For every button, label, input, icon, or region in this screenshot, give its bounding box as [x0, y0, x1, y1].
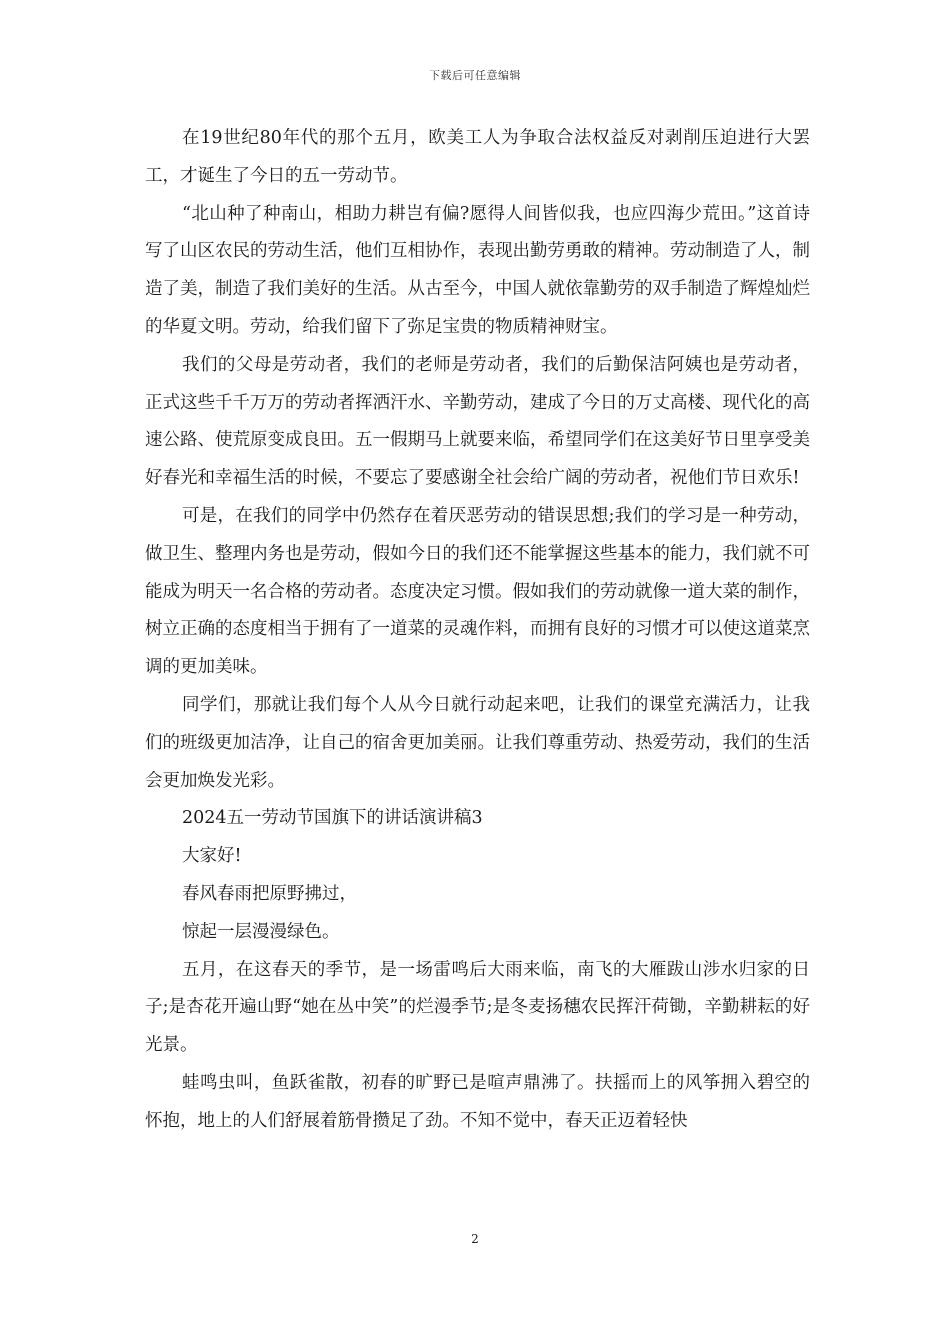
page-header-note: 下载后可任意编辑	[429, 69, 521, 82]
poem-line: 惊起一层漫漫绿色。	[182, 921, 340, 942]
document-body	[145, 120, 810, 1141]
section-title: 2024五一劳动节国旗下的讲话演讲稿3	[182, 808, 483, 829]
paragraph: 在19世纪80年代的那个五月，欧美工人为争取合法权益反对剥削压迫进行大罢工，才诞生了今日的五一劳动节。	[145, 128, 810, 186]
page-number: 2	[471, 1232, 479, 1246]
paragraph: 同学们，那就让我们每个人从今日就行动起来吧，让我们的课堂充满活力，让我们的班级更加洁净，让自己的宿舍更加美丽。让我们尊重劳动、热爱劳动，我们的生活会更加焕发光彩。	[145, 694, 810, 791]
greeting: 大家好!	[182, 846, 242, 867]
poem-line: 春风春雨把原野拂过，	[182, 883, 357, 904]
paragraph: “北山种了种南山，相助力耕岂有偏?愿得人间皆似我，也应四海少荒田。”这首诗写了山区农民的劳动生活，他们互相协作，表现出勤劳勇敢的精神。劳动制造了人，制造了美，制造了我们美好的生活。从古至今，中国人就依靠勤劳的双手制造了辉煌灿烂的华夏文明。劳动，给我们留下了弥足宝贵的物质精神财宝。	[145, 203, 810, 337]
paragraph: 可是，在我们的同学中仍然存在着厌恶劳动的错误思想;我们的学习是一种劳动，做卫生、整理内务也是劳动，假如今日的我们还不能掌握这些基本的能力，我们就不可能成为明天一名合格的劳动者。态度决定习惯。假如我们的劳动就像一道大菜的制作，树立正确的态度相当于拥有了一道菜的灵魂作料，而拥有良好的习惯才可以使这道菜烹调的更加美味。	[145, 505, 810, 678]
paragraph: 蛙鸣虫叫，鱼跃雀散，初春的旷野已是喧声鼎沸了。扶摇而上的风筝拥入碧空的怀抱，地上的人们舒展着筋骨攒足了劲。不知不觉中，春天正迈着轻快	[145, 1072, 810, 1131]
paragraph: 我们的父母是劳动者，我们的老师是劳动者，我们的后勤保洁阿姨也是劳动者，正式这些千千万万的劳动者挥洒汗水、辛勤劳动，建成了今日的万丈高楼、现代化的高速公路、使荒原变成良田。五一假期马上就要来临，希望同学们在这美好节日里享受美好春光和幸福生活的时候，不要忘了要感谢全社会给广阔的劳动者，祝他们节日欢乐!	[145, 354, 810, 489]
paragraph: 五月，在这春天的季节，是一场雷鸣后大雨来临，南飞的大雁跋山涉水归家的日子;是杏花开遍山野“她在丛中笑”的烂漫季节;是冬麦扬穗农民挥汗荷锄，辛勤耕耘的好光景。	[145, 959, 810, 1056]
